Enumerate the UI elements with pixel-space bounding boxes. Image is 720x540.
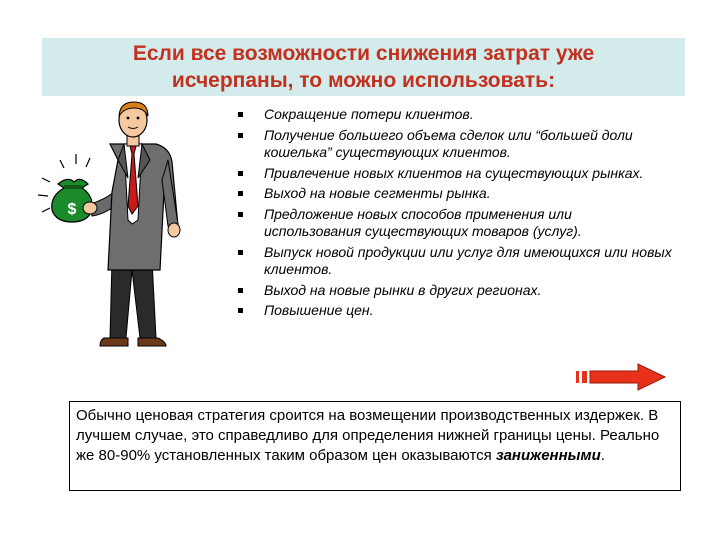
bullet-text: Повышение цен. [264, 302, 374, 318]
list-item [232, 282, 672, 300]
next-arrow-icon[interactable] [576, 363, 666, 391]
bullet-text: Привлечение новых клиентов на существующих рынках. [264, 164, 644, 181]
bullet-marker [238, 250, 243, 255]
title-banner [42, 38, 685, 96]
dollar-sign-icon: $ [67, 201, 77, 218]
bullet-marker [238, 112, 243, 117]
list-item [232, 244, 672, 279]
bullet-text: Выход на новые рынки в других регионах. [264, 281, 542, 298]
bullet-list [232, 106, 672, 323]
list-item [232, 185, 672, 203]
list-item [232, 206, 672, 241]
list-item [232, 106, 672, 124]
note-emphasis: заниженными [495, 447, 601, 464]
bullet-text: Выход на новые сегменты рынка. [264, 185, 491, 201]
bullet-marker [238, 191, 243, 196]
note-text: Обычно ценовая стратегия сроится на возмещении производственных издержек. В лучшем случае, это справедливо для определения нижней границы цены. Реально же 80-90% установленных таким образом цен оказываются [76, 407, 660, 464]
bullet-marker [238, 308, 243, 313]
list-item [232, 127, 672, 162]
bullet-marker [238, 133, 243, 138]
bullet-text: Выпуск новой продукции или услуг для имеющихся или новых клиентов. [264, 243, 672, 277]
bullet-text: Сокращение потери клиентов. [264, 106, 474, 122]
pricing-note [69, 401, 681, 491]
bullet-marker [238, 171, 243, 176]
list-item [232, 302, 672, 320]
slide-title: Если все возможности снижения затрат уже исчерпаны, то можно использовать: [132, 42, 595, 92]
bullet-marker [238, 288, 243, 293]
bullet-marker [238, 212, 243, 217]
bullet-text: Предложение новых способов применения или использования существующих товаров (услуг). [264, 205, 582, 239]
money-bag-icon [52, 179, 93, 222]
businessman-illustration [28, 100, 248, 390]
note-end: . [600, 447, 605, 464]
list-item [232, 165, 672, 183]
bullet-text: Получение большего объема сделок или “большей доли кошелька” существующих клиентов. [264, 126, 633, 160]
